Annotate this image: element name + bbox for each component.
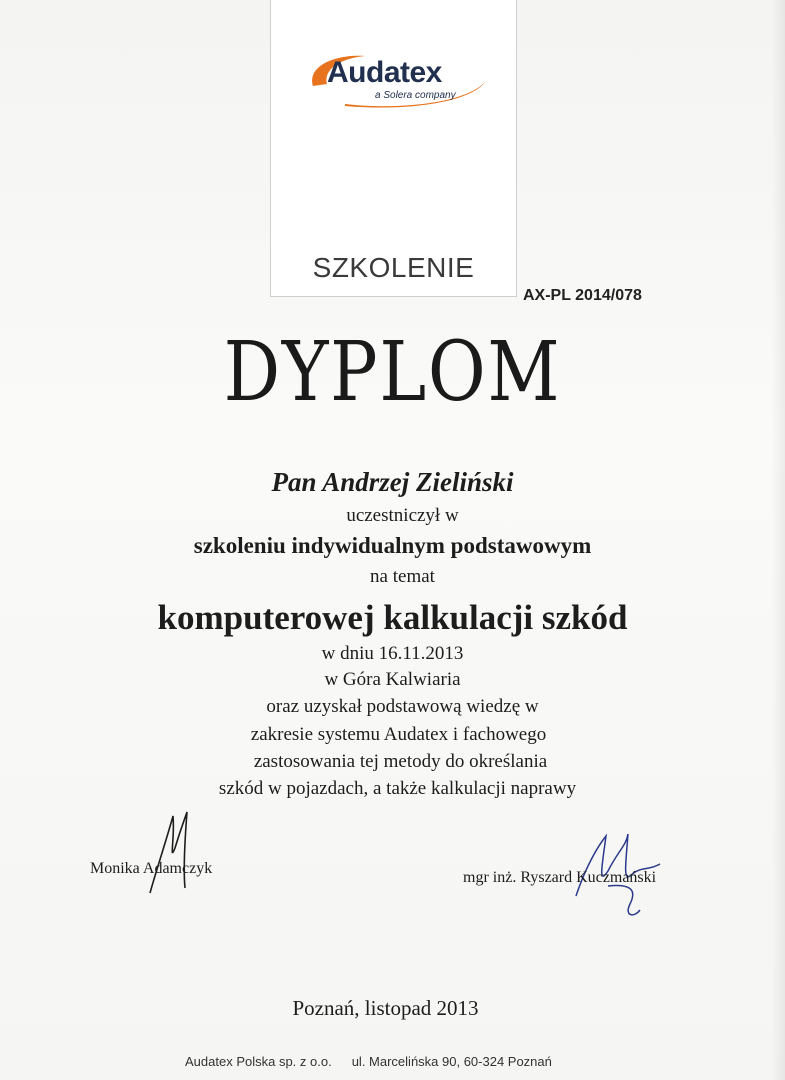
body-line-8: zakresie systemu Audatex i fachowego [250, 724, 547, 745]
left-signature-icon [145, 808, 215, 898]
logo-tagline: a Solera company [375, 90, 456, 101]
recipient-name: Pan Andrzej Zieliński [271, 467, 514, 497]
footer-company: Audatex Polska sp. z o.o. [185, 1054, 332, 1069]
body-line-10: szkód w pojazdach, a także kalkulacji naprawy [218, 778, 577, 799]
right-signatory-name: mgr inż. Ryszard Kuczmański [463, 869, 657, 886]
training-type: szkoleniu indywidualnym podstawowym [193, 533, 592, 558]
body-line-3: na temat [370, 566, 435, 587]
training-location: w Góra Kalwiaria [324, 669, 461, 690]
footer-address: ul. Marcelińska 90, 60-324 Poznań [351, 1054, 552, 1069]
body-line-7: oraz uzyskał podstawową wiedzę w [266, 696, 539, 717]
diploma-title: DYPLOM [223, 325, 562, 420]
training-date: w dniu 16.11.2013 [321, 643, 464, 664]
footer [185, 1054, 552, 1069]
program-label: SZKOLENIE [312, 252, 475, 283]
training-topic: komputerowej kalkulacji szkód [157, 598, 628, 637]
body-line-9: zastosowania tej metody do określania [253, 751, 548, 772]
logo-wordmark: Audatex [327, 56, 442, 89]
place-and-date: Poznań, listopad 2013 [292, 996, 479, 1020]
left-signatory-name: Monika Adamczyk [90, 860, 213, 877]
audatex-logo [305, 48, 495, 118]
body-line-1: uczestniczył w [346, 505, 459, 526]
certificate-number: AX-PL 2014/078 [523, 287, 642, 304]
